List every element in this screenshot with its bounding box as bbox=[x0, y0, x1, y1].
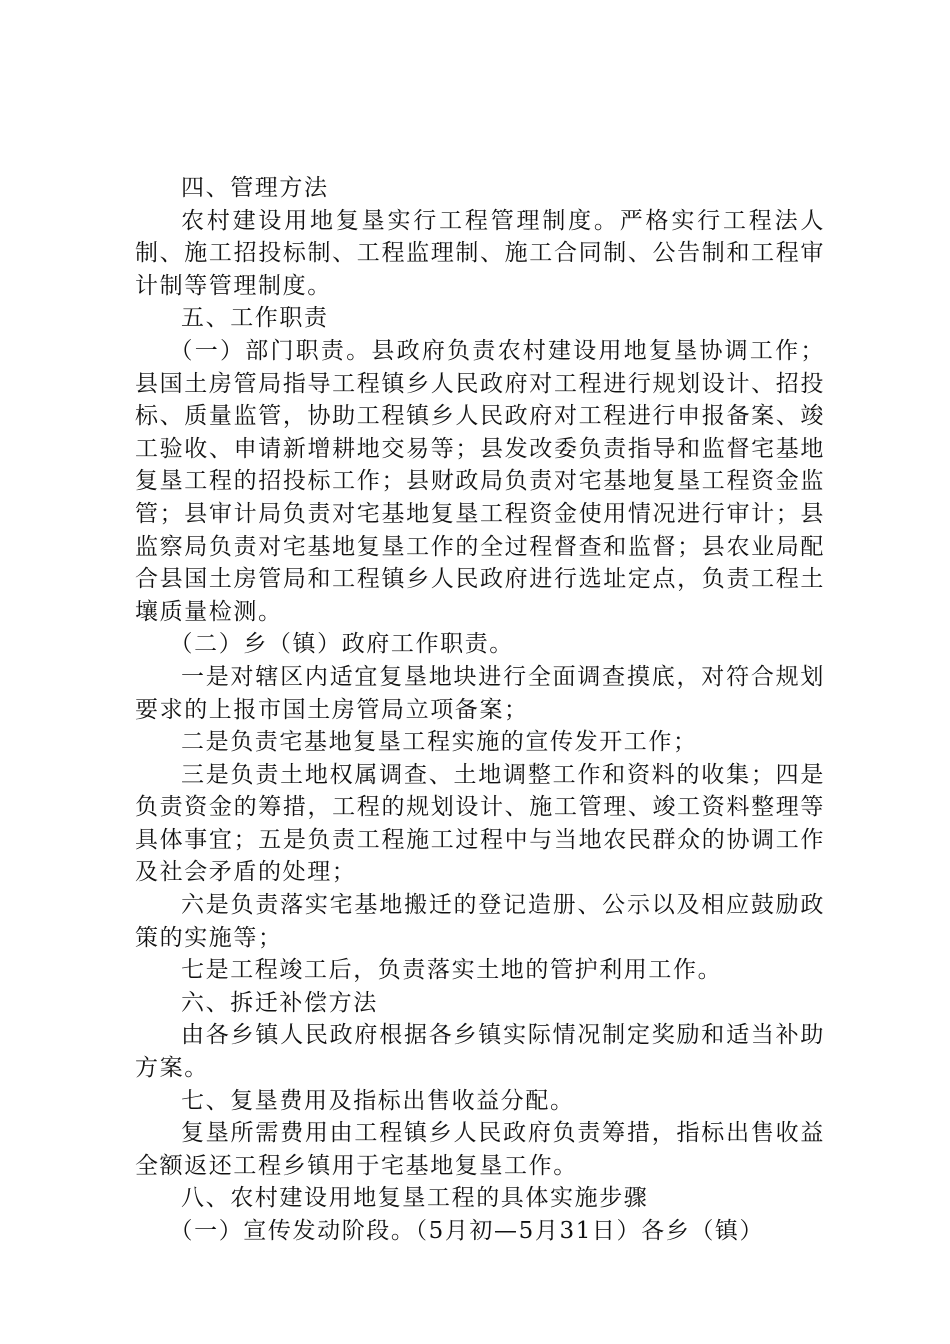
paragraph-duty-two: 二是负责宅基地复垦工程实施的宣传发开工作； bbox=[181, 729, 698, 756]
paragraph-duty-three-to-five: 三是负责土地权属调查、土地调整工作和资料的收集；四是负责资金的筹措，工程的规划设计、施工管理、竣工资料整理等具体事宜；五是负责工程施工过程中与当地农民群众的协调工作及社会矛盾的处理； bbox=[135, 761, 825, 886]
paragraph-publicity-stage: （一）宣传发动阶段。（5月初—5月31日）各乡（镇） bbox=[169, 1218, 765, 1244]
paragraph-cost-revenue: 复垦所需费用由工程镇乡人民政府负责筹措，指标出售收益全额返还工程乡镇用于宅基地复垦工作。 bbox=[135, 1120, 825, 1179]
paragraph-duty-six: 六是负责落实宅基地搬迁的登记造册、公示以及相应鼓励政策的实施等； bbox=[135, 892, 825, 951]
paragraph-duty-one: 一是对辖区内适宜复垦地块进行全面调查摸底，对符合规划要求的上报市国土房管局立项备案； bbox=[135, 663, 825, 723]
section-heading-management-method: 四、管理方法 bbox=[181, 175, 329, 201]
paragraph-compensation: 由各乡镇人民政府根据各乡镇实际情况制定奖励和适当补助方案。 bbox=[135, 1022, 825, 1082]
section-heading-implementation-steps: 八、农村建设用地复垦工程的具体实施步骤 bbox=[181, 1185, 649, 1212]
section-heading-cost-revenue: 七、复垦费用及指标出售收益分配。 bbox=[181, 1087, 575, 1114]
document-body bbox=[135, 172, 825, 1248]
section-heading-work-duties: 五、工作职责 bbox=[181, 305, 329, 332]
paragraph-township-duties-heading: （二）乡（镇）政府工作职责。 bbox=[169, 631, 514, 658]
section-heading-compensation: 六、拆迁补偿方法 bbox=[181, 989, 378, 1016]
paragraph-duty-seven: 七是工程竣工后，负责落实土地的管护利用工作。 bbox=[181, 957, 723, 984]
paragraph-department-duties: （一）部门职责。县政府负责农村建设用地复垦协调工作；县国土房管局指导工程镇乡人民政府对工程进行规划设计、招投标、质量监管，协助工程镇乡人民政府对工程进行申报备案、竣工验收、申请新增耕地交易等；县发改委负责指导和监督宅基地复垦工程的招投标工作；县财政局负责对宅基地复垦工程资金监管；县审计局负责对宅基地复垦工程资金使用情况进行审计；县监察局负责对宅基地复垦工作的全过程督查和监督；县农业局配合县国土房管局和工程镇乡人民政府进行选址定点，负责工程土壤质量检测。 bbox=[135, 337, 825, 625]
paragraph-management-system: 农村建设用地复垦实行工程管理制度。严格实行工程法人制、施工招投标制、工程监理制、施工合同制、公告制和工程审计制等管理制度。 bbox=[135, 207, 825, 299]
